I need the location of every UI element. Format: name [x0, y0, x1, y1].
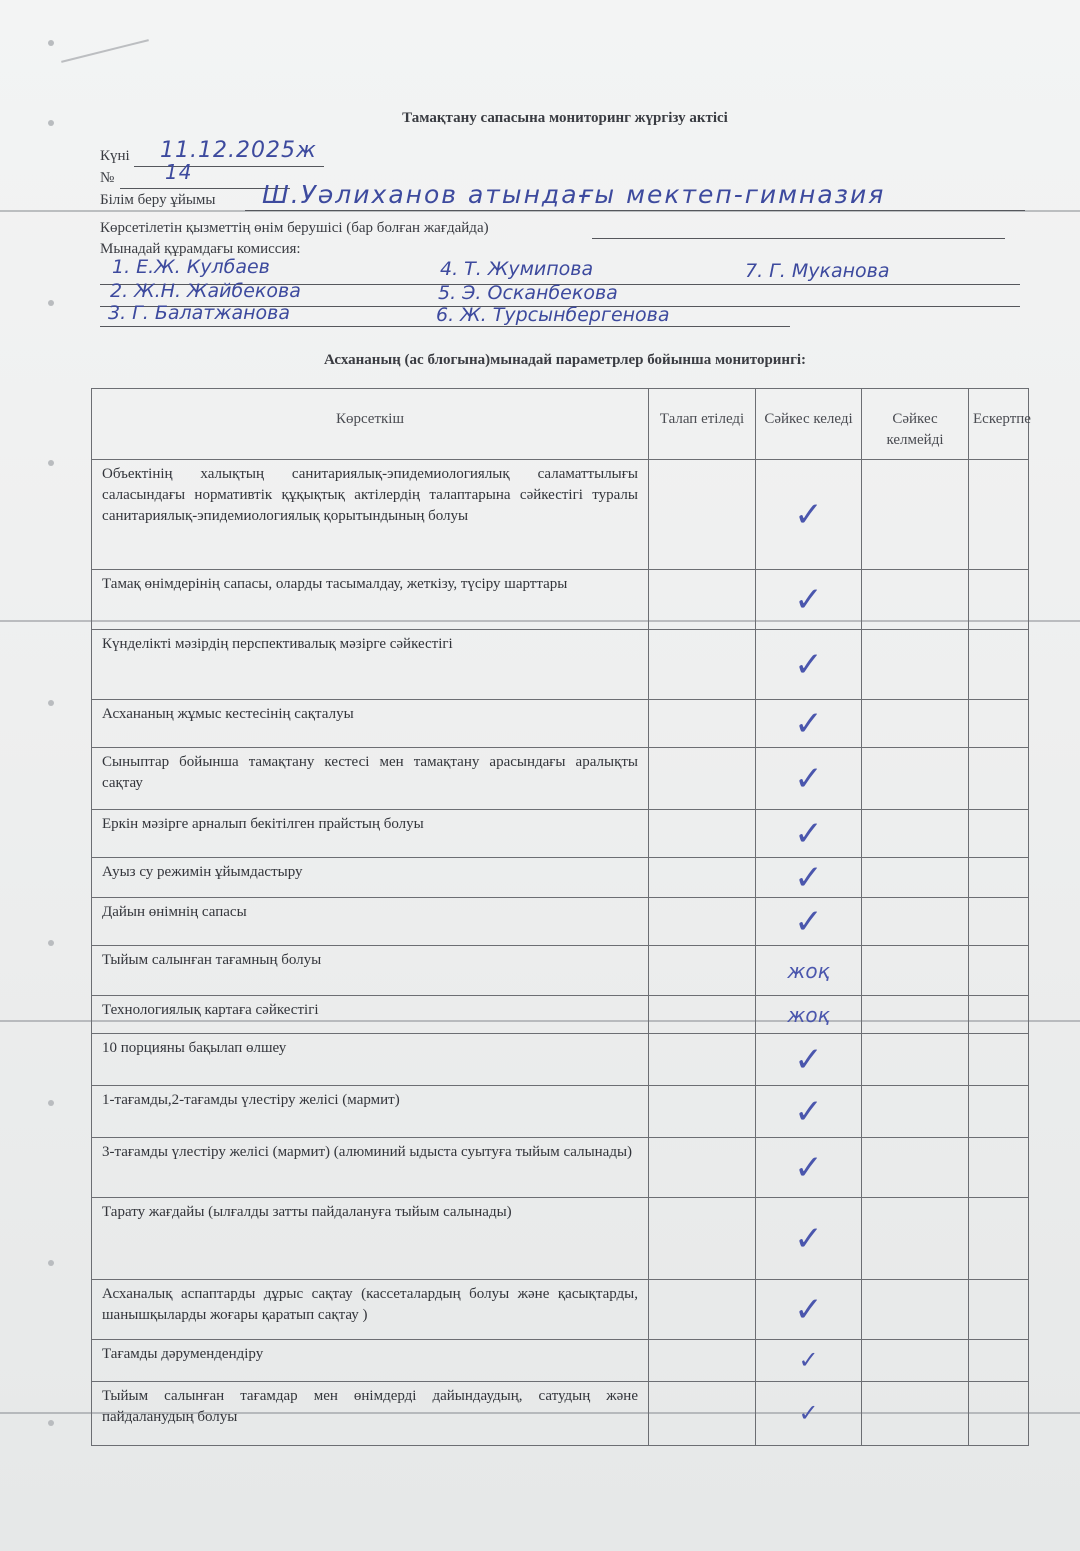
- noncompliant-cell: [862, 700, 969, 748]
- required-cell: [649, 460, 756, 570]
- required-cell: [649, 898, 756, 946]
- date-label: Күні: [100, 148, 130, 164]
- table-row: [92, 898, 1029, 946]
- indicator-cell: Еркін мәзірге арналып бекітілген прайстың болуы: [92, 810, 649, 858]
- required-cell: [649, 1138, 756, 1198]
- commission-underline: [100, 326, 790, 327]
- noncompliant-cell: [862, 570, 969, 630]
- note-cell: [969, 1086, 1029, 1138]
- note-cell: [969, 946, 1029, 996]
- indicator-cell: Асхананың жұмыс кестесінің сақталуы: [92, 700, 649, 748]
- indicator-cell: Дайын өнімнің сапасы: [92, 898, 649, 946]
- compliant-cell: [756, 858, 862, 898]
- indicator-cell: Асханалық аспаптарды дұрыс сақтау (кассеталардың болуы және қасықтарды, шанышқыларды жоғары қаратып сақтау ): [92, 1280, 649, 1340]
- table-title: Асхананың (ас блогына)мынадай параметрлер бойынша мониторингі:: [323, 352, 807, 368]
- compliant-cell: [756, 996, 862, 1034]
- checkmark: ✓: [794, 644, 823, 685]
- checkmark: ✓: [794, 1289, 823, 1330]
- checkmark: ✓: [794, 857, 823, 898]
- table-header-row: [92, 389, 1029, 460]
- note-cell: [969, 1280, 1029, 1340]
- punch-hole: [48, 300, 54, 306]
- monitoring-table: [91, 388, 1029, 1446]
- indicator-cell: Күнделікті мәзірдің перспективалық мәзірге сәйкестігі: [92, 630, 649, 700]
- note-cell: [969, 748, 1029, 810]
- noncompliant-cell: [862, 1086, 969, 1138]
- table-row: [92, 1340, 1029, 1382]
- commission-member: 7. Г. Муканова: [745, 260, 890, 282]
- commission-member: 5. Э. Осканбекова: [438, 282, 618, 304]
- checkmark: ✓: [798, 1399, 819, 1427]
- indicator-cell: Сыныптар бойынша тамақтану кестесі мен тамақтану арасындағы аралықты сақтау: [92, 748, 649, 810]
- table-row: [92, 1138, 1029, 1198]
- header-compliant: Сәйкес келеді: [756, 389, 862, 460]
- noncompliant-cell: [862, 1382, 969, 1446]
- commission-label: Мынадай құрамдағы комиссия:: [100, 241, 301, 257]
- note-cell: [969, 570, 1029, 630]
- checkmark: ✓: [794, 494, 823, 535]
- checkmark: ✓: [794, 901, 823, 942]
- indicator-cell: Тыйым салынған тағамдар мен өнімдерді дайындаудың, сатудың және пайдаланудың болуы: [92, 1382, 649, 1446]
- compliant-cell: [756, 1340, 862, 1382]
- table-row: [92, 630, 1029, 700]
- provider-label: Көрсетілетін қызметтің өнім берушісі (бар болған жағдайда): [100, 220, 489, 236]
- note-cell: [969, 810, 1029, 858]
- compliant-cell: [756, 1198, 862, 1280]
- noncompliant-cell: [862, 1198, 969, 1280]
- punch-hole: [48, 460, 54, 466]
- punch-hole: [48, 40, 54, 46]
- note-cell: [969, 1034, 1029, 1086]
- table-row: [92, 1198, 1029, 1280]
- provider-underline: [592, 238, 1005, 239]
- handwritten-note: жоқ: [787, 1002, 830, 1027]
- table-row: [92, 700, 1029, 748]
- required-cell: [649, 1198, 756, 1280]
- noncompliant-cell: [862, 1340, 969, 1382]
- table-body: [92, 460, 1029, 1446]
- note-cell: [969, 1138, 1029, 1198]
- checkmark: ✓: [794, 758, 823, 799]
- commission-member: 3. Г. Балатжанова: [108, 302, 291, 324]
- noncompliant-cell: [862, 810, 969, 858]
- checkmark: ✓: [794, 1091, 823, 1132]
- compliant-cell: [756, 1138, 862, 1198]
- punch-hole: [48, 1260, 54, 1266]
- required-cell: [649, 946, 756, 996]
- checkmark: ✓: [794, 1039, 823, 1080]
- required-cell: [649, 630, 756, 700]
- table-row: [92, 1034, 1029, 1086]
- noncompliant-cell: [862, 1138, 969, 1198]
- required-cell: [649, 1382, 756, 1446]
- required-cell: [649, 1086, 756, 1138]
- noncompliant-cell: [862, 1034, 969, 1086]
- header-required: Талап етіледі: [649, 389, 756, 460]
- indicator-cell: Ауыз су режимін ұйымдастыру: [92, 858, 649, 898]
- compliant-cell: [756, 700, 862, 748]
- table-row: [92, 570, 1029, 630]
- required-cell: [649, 748, 756, 810]
- note-cell: [969, 700, 1029, 748]
- required-cell: [649, 1034, 756, 1086]
- required-cell: [649, 996, 756, 1034]
- compliant-cell: [756, 1382, 862, 1446]
- note-cell: [969, 1382, 1029, 1446]
- checkmark: ✓: [794, 579, 823, 620]
- header-noncompliant: Сәйкес келмейді: [862, 389, 969, 460]
- note-cell: [969, 1198, 1029, 1280]
- indicator-cell: Тамақ өнімдерінің сапасы, оларды тасымалдау, жеткізу, түсіру шарттары: [92, 570, 649, 630]
- compliant-cell: [756, 810, 862, 858]
- indicator-cell: 3-тағамды үлестіру желісі (мармит) (алюминий ыдыста суытуға тыйым салынады): [92, 1138, 649, 1198]
- note-cell: [969, 630, 1029, 700]
- checkmark: ✓: [794, 703, 823, 744]
- commission-member: 1. Е.Ж. Кулбаев: [112, 256, 270, 278]
- date-underline: [134, 166, 324, 167]
- note-cell: [969, 858, 1029, 898]
- required-cell: [649, 570, 756, 630]
- checkmark: ✓: [798, 1346, 819, 1374]
- checkmark: ✓: [794, 813, 823, 854]
- table-row: [92, 810, 1029, 858]
- org-value: Ш.Уәлиханов атындағы мектеп-гимназия: [262, 180, 886, 209]
- note-cell: [969, 1340, 1029, 1382]
- table-row: [92, 1086, 1029, 1138]
- checkmark: ✓: [794, 1218, 823, 1259]
- header-note: Ескертпе: [969, 389, 1029, 460]
- noncompliant-cell: [862, 748, 969, 810]
- document-title: Тамақтану сапасына мониторинг жүргізу актісі: [402, 110, 728, 126]
- org-label: Білім беру ұйымы: [100, 192, 216, 208]
- header-indicator: Көрсеткіш: [92, 389, 649, 460]
- handwritten-note: жоқ: [787, 958, 830, 983]
- compliant-cell: [756, 570, 862, 630]
- note-cell: [969, 996, 1029, 1034]
- compliant-cell: [756, 630, 862, 700]
- noncompliant-cell: [862, 460, 969, 570]
- table-row: [92, 858, 1029, 898]
- table-row: [92, 1382, 1029, 1446]
- noncompliant-cell: [862, 1280, 969, 1340]
- compliant-cell: [756, 460, 862, 570]
- indicator-cell: Технологиялық картаға сәйкестігі: [92, 996, 649, 1034]
- commission-member: 4. Т. Жумипова: [440, 258, 594, 280]
- number-label: №: [100, 170, 115, 186]
- punch-hole: [48, 1100, 54, 1106]
- punch-hole: [48, 1420, 54, 1426]
- required-cell: [649, 700, 756, 748]
- punch-hole: [48, 700, 54, 706]
- date-value: 11.12.2025ж: [160, 138, 317, 163]
- table-row: [92, 1280, 1029, 1340]
- table-row: [92, 748, 1029, 810]
- indicator-cell: Тағамды дәрумендендіру: [92, 1340, 649, 1382]
- noncompliant-cell: [862, 630, 969, 700]
- noncompliant-cell: [862, 996, 969, 1034]
- table-row: [92, 946, 1029, 996]
- compliant-cell: [756, 946, 862, 996]
- compliant-cell: [756, 748, 862, 810]
- punch-hole: [48, 940, 54, 946]
- compliant-cell: [756, 898, 862, 946]
- compliant-cell: [756, 1280, 862, 1340]
- org-underline: [245, 210, 1025, 211]
- indicator-cell: Тыйым салынған тағамның болуы: [92, 946, 649, 996]
- indicator-cell: 10 порцияны бақылап өлшеу: [92, 1034, 649, 1086]
- required-cell: [649, 810, 756, 858]
- note-cell: [969, 460, 1029, 570]
- compliant-cell: [756, 1086, 862, 1138]
- number-value: 14: [165, 160, 193, 184]
- table-row: [92, 996, 1029, 1034]
- required-cell: [649, 1340, 756, 1382]
- noncompliant-cell: [862, 898, 969, 946]
- required-cell: [649, 858, 756, 898]
- required-cell: [649, 1280, 756, 1340]
- note-cell: [969, 898, 1029, 946]
- pencil-stroke: [61, 39, 149, 63]
- commission-member: 6. Ж. Турсынбергенова: [436, 304, 670, 326]
- checkmark: ✓: [794, 1147, 823, 1188]
- noncompliant-cell: [862, 858, 969, 898]
- commission-member: 2. Ж.Н. Жайбекова: [110, 280, 301, 302]
- noncompliant-cell: [862, 946, 969, 996]
- compliant-cell: [756, 1034, 862, 1086]
- indicator-cell: Объектінің халықтың санитариялық-эпидемиологиялық саламаттылығы саласындағы нормативтік құқықтық актілердің талаптарына сәйкестігі туралы санитариялық-эпидемиологиялық қорытындының болуы: [92, 460, 649, 570]
- indicator-cell: Тарату жағдайы (ылғалды затты пайдалануға тыйым салынады): [92, 1198, 649, 1280]
- table-row: [92, 460, 1029, 570]
- indicator-cell: 1-тағамды,2-тағамды үлестіру желісі (мармит): [92, 1086, 649, 1138]
